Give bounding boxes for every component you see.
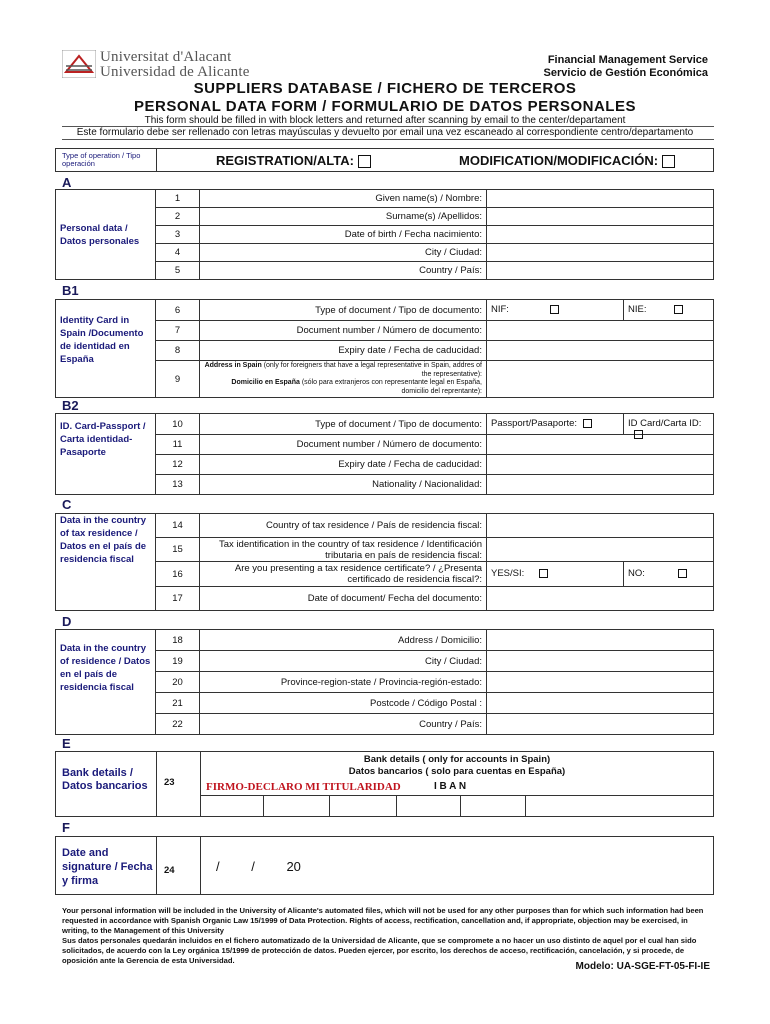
operation-label: Type of operation / Tipo operación [62, 151, 141, 168]
expiry-label: Expiry date / Fecha de caducidad: [200, 341, 487, 361]
section-b2-label: ID. Card-Passport / Carta identidad-Pasaporte [60, 421, 146, 458]
row-number: 15 [156, 538, 200, 562]
divider [62, 139, 714, 140]
tax-id-field[interactable] [487, 538, 714, 562]
nif-checkbox[interactable] [550, 305, 559, 314]
row-number: 20 [156, 672, 200, 693]
doc-number-field[interactable] [487, 321, 714, 341]
nationality-label: Nationality / Nacionalidad: [200, 475, 487, 495]
registration-label: REGISTRATION/ALTA: [216, 153, 354, 168]
tax-id-label: Tax identification in the country of tax residence / Identificación tributaria en país de residencia fiscal: [200, 538, 487, 562]
iban-label: I B A N [434, 781, 467, 792]
doc-number-label: Document number / Número de documento: [200, 321, 487, 341]
city-field[interactable] [487, 244, 714, 262]
iban-box[interactable] [397, 796, 461, 816]
section-e-box [55, 751, 714, 817]
section-f-label: Date and signature / Fecha y firma [62, 847, 153, 887]
country-field[interactable] [487, 262, 714, 280]
row-number: 4 [156, 244, 200, 262]
expiry-field[interactable] [487, 455, 714, 475]
expiry-label: Expiry date / Fecha de caducidad: [200, 455, 487, 475]
row-number: 10 [156, 414, 200, 435]
nif-label: NIF: [491, 304, 509, 315]
yes-checkbox[interactable] [539, 569, 548, 578]
row-number: 6 [156, 300, 200, 321]
row-number: 17 [156, 587, 200, 611]
row-number: 14 [156, 514, 200, 538]
city-label: City / Ciudad: [200, 651, 487, 672]
bank-title-es: Datos bancarios ( solo para cuentas en España) [348, 766, 566, 777]
operation-box [55, 148, 714, 172]
model-code: Modelo: UA-SGE-FT-05-FI-IE [575, 961, 710, 972]
passport-checkbox[interactable] [583, 419, 592, 428]
row-number: 2 [156, 208, 200, 226]
postcode-field[interactable] [487, 693, 714, 714]
section-letter-a: A [62, 175, 72, 190]
iban-boxes [201, 796, 713, 816]
row-number: 11 [156, 435, 200, 455]
service-en: Financial Management Service [547, 54, 708, 66]
city-field[interactable] [487, 651, 714, 672]
row-number: 5 [156, 262, 200, 280]
doc-type-label: Type of document / Tipo de documento: [200, 300, 487, 321]
tax-country-label: Country of tax residence / País de residencia fiscal: [200, 514, 487, 538]
doc-number-label: Document number / Número de documento: [200, 435, 487, 455]
section-c-label: Data in the country of tax residence / Datos en el país de residencia fiscal [60, 515, 147, 565]
dob-label: Date of birth / Fecha nacimiento: [200, 226, 487, 244]
section-c-table [55, 513, 714, 611]
section-letter-c: C [62, 497, 72, 512]
row-number: 21 [156, 693, 200, 714]
row-number: 7 [156, 321, 200, 341]
country-label: Country / País: [200, 714, 487, 735]
postcode-label: Postcode / Código Postal : [200, 693, 487, 714]
city-label: City / Ciudad: [200, 244, 487, 262]
row-number: 24 [164, 865, 175, 876]
doc-number-field[interactable] [487, 435, 714, 455]
iban-box[interactable] [264, 796, 330, 816]
address-spain-field[interactable] [487, 361, 714, 398]
registration-checkbox[interactable] [358, 155, 371, 168]
form-title-1: SUPPLIERS DATABASE / FICHERO DE TERCEROS [193, 80, 577, 97]
address-spain-label: Address in Spain (only for foreigners that have a legal representative in Spain, addres of the representative): Domicilio en España (sólo para extranjeros con representante legal en España, domicilio del reprentante): [200, 361, 487, 398]
nie-checkbox[interactable] [674, 305, 683, 314]
doc-date-field[interactable] [487, 587, 714, 611]
form-title-2: PERSONAL DATA FORM / FORMULARIO DE DATOS PERSONALES [134, 98, 636, 115]
section-a-table [55, 189, 714, 280]
given-name-field[interactable] [487, 190, 714, 208]
doc-type-label: Type of document / Tipo de documento: [200, 414, 487, 435]
idcard-checkbox[interactable] [634, 430, 643, 439]
tax-country-field[interactable] [487, 514, 714, 538]
section-a-label: Personal data / Datos personales [60, 222, 140, 247]
section-letter-b1: B1 [62, 283, 79, 298]
tax-cert-label: Are you presenting a tax residence certificate? / ¿Presenta certificado de residencia fiscal?: [200, 562, 487, 587]
row-number: 22 [156, 714, 200, 735]
nie-label: NIE: [628, 304, 647, 315]
section-b1-table [55, 299, 714, 398]
instructions-es: Este formulario debe ser rellenado con letras mayúsculas y devuelto por email una vez escaneado al correspondiente centro/departamento [76, 127, 694, 138]
surname-field[interactable] [487, 208, 714, 226]
section-letter-b2: B2 [62, 398, 79, 413]
modification-label: MODIFICATION/MODIFICACIÓN: [459, 153, 659, 168]
row-number: 19 [156, 651, 200, 672]
university-name-ca: Universitat d'Alacant [100, 49, 232, 65]
doc-date-label: Date of document/ Fecha del documento: [200, 587, 487, 611]
row-number: 13 [156, 475, 200, 495]
province-field[interactable] [487, 672, 714, 693]
date-field[interactable]: / / 20 [216, 859, 301, 874]
row-number: 16 [156, 562, 200, 587]
section-letter-e: E [62, 736, 71, 751]
idcard-label: ID Card/Carta ID: [628, 418, 702, 429]
row-number: 3 [156, 226, 200, 244]
declare-stamp: FIRMO-DECLARO MI TITULARIDAD [206, 781, 401, 793]
privacy-notice-es: Sus datos personales quedarán incluidos en el fichero automatizado de la Universidad de Alicante, que se compromete a no hacer un uso distinto de aquel por el cual han sido solicitados, de acuerdo con la Ley orgánica 15/1999 de protección de datos. Pueden ejercer, por escrito, los derechos de acceso, rectificación, cancelación, y si procede, de oposición ante la Gerencia de esta Universidad. [62, 936, 697, 965]
yes-label: YES/SI: [491, 568, 525, 579]
passport-label: Passport/Pasaporte: [491, 418, 578, 429]
surname-label: Surname(s) /Apellidos: [200, 208, 487, 226]
no-label: NO: [628, 568, 645, 579]
service-es: Servicio de Gestión Económica [543, 67, 708, 79]
instructions-en: This form should be filled in with block letters and returned after scanning by email to the center/departament [144, 115, 626, 126]
province-label: Province-region-state / Provincia-región-estado: [200, 672, 487, 693]
section-letter-d: D [62, 614, 72, 629]
iban-box[interactable] [526, 796, 713, 816]
country-field[interactable] [487, 714, 714, 735]
university-logo [62, 50, 96, 78]
iban-box[interactable] [461, 796, 526, 816]
section-b2-table [55, 413, 714, 495]
section-d-table [55, 629, 714, 735]
row-number: 18 [156, 630, 200, 651]
dob-field[interactable] [487, 226, 714, 244]
iban-box[interactable] [201, 796, 264, 816]
no-checkbox[interactable] [678, 569, 687, 578]
iban-box[interactable] [330, 796, 397, 816]
row-number: 9 [156, 361, 200, 398]
given-name-label: Given name(s) / Nombre: [200, 190, 487, 208]
country-label: Country / País: [200, 262, 487, 280]
privacy-notice-en: Your personal information will be included in the University of Alicante's automated files, which will not be used for any other purposes than for which such information had been requested in accordance with Spanish Organic Law 15/1999 of Data Protection. Rights of access, rectification, cancellation and, if appropriate, objection may be exercised, in writing, to the Management of this University [62, 906, 704, 935]
section-d-label: Data in the country of residence / Datos en el país de residencia fiscal [60, 643, 151, 693]
nationality-field[interactable] [487, 475, 714, 495]
university-name-es: Universidad de Alicante [100, 64, 250, 80]
section-e-label: Bank details / Datos bancarios [62, 767, 148, 792]
row-number: 1 [156, 190, 200, 208]
section-f-box [55, 836, 714, 895]
row-number: 8 [156, 341, 200, 361]
section-letter-f: F [62, 820, 70, 835]
bank-title-en: Bank details ( only for accounts in Spain) [363, 754, 551, 765]
modification-checkbox[interactable] [662, 155, 675, 168]
address-label: Address / Domicilio: [200, 630, 487, 651]
row-number: 12 [156, 455, 200, 475]
address-field[interactable] [487, 630, 714, 651]
expiry-field[interactable] [487, 341, 714, 361]
section-b1-label: Identity Card in Spain /Documento de identidad en España [60, 315, 144, 365]
row-number: 23 [164, 777, 175, 788]
